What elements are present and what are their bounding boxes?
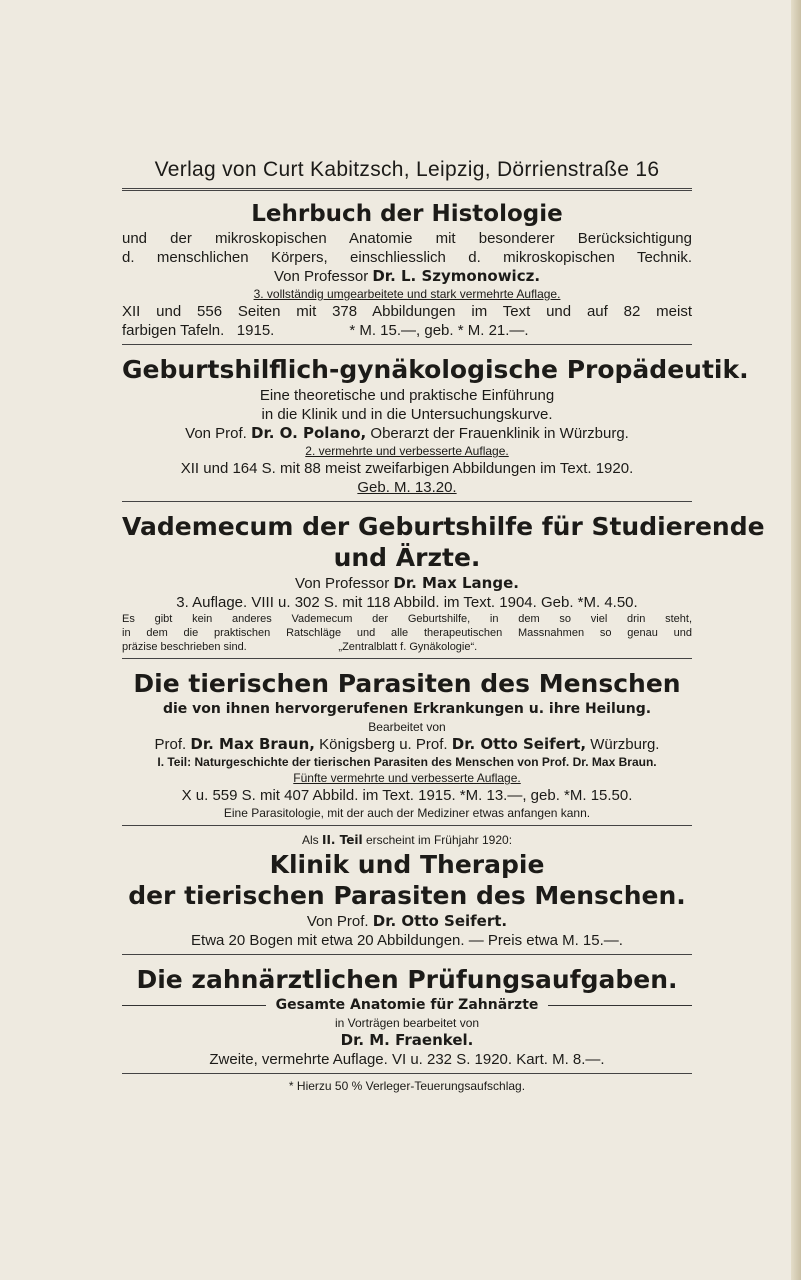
book-note: Eine Parasitologie, mit der auch der Mediziner etwas anfangen kann. (223, 806, 591, 820)
book-review: Es gibt kein anderes Vademecum der Geburtshilfe, in dem so viel drin steht, (122, 613, 692, 625)
divider (122, 501, 692, 502)
book-title: und Ärzte. (333, 543, 481, 572)
book-details: XII und 164 S. mit 88 meist zweifarbigen Abbildungen im Text. 1920. (180, 460, 634, 477)
book-title: Geburtshilflich-gynäkologische Propädeutik. (122, 355, 749, 384)
book-subtitle-row (122, 996, 692, 1015)
book-description: Eine theoretische und praktische Einführung (259, 387, 555, 404)
book-title: Lehrbuch der Histologie (251, 201, 563, 227)
publisher-header: Verlag von Curt Kabitzsch, Leipzig, Dörrienstraße 16 (154, 158, 660, 181)
book-edition: 3. vollständig umgearbeitete und stark vermehrte Auflage. (253, 287, 561, 301)
book-details: X u. 559 S. mit 407 Abbild. im Text. 1915. *M. 13.—, geb. *M. 15.50. (181, 787, 633, 804)
book-details: XII und 556 Seiten mit 378 Abbildungen im Text und auf 82 meist (122, 303, 692, 320)
divider (548, 1005, 692, 1006)
book-title: der tierischen Parasiten des Menschen. (128, 881, 686, 910)
book-price: farbigen Tafeln. 1915. * M. 15.—, geb. * M. 21.—. (122, 322, 529, 339)
book-author: Dr. M. Fraenkel. (340, 1031, 474, 1049)
book-description: und der mikroskopischen Anatomie mit besonderer Berücksichtigung (122, 230, 692, 247)
book-editor-note: in Vorträgen bearbeitet von (334, 1016, 480, 1030)
divider (122, 1005, 266, 1006)
book-description: d. menschlichen Körpers, einschliesslich d. mikroskopischen Technik. (122, 249, 692, 266)
divider (122, 825, 692, 826)
divider (122, 1073, 692, 1074)
book-part: I. Teil: Naturgeschichte der tierischen Parasiten des Menschen von Prof. Dr. Max Braun. (157, 755, 657, 769)
divider (122, 344, 692, 345)
book-author: Von Professor Dr. L. Szymonowicz. (273, 267, 541, 285)
advertisement-page (122, 158, 765, 1094)
divider (122, 954, 692, 955)
footer-note: * Hierzu 50 % Verleger-Teuerungsaufschlag. (288, 1079, 526, 1093)
book-edition: Fünfte vermehrte und verbesserte Auflage. (293, 771, 521, 785)
book-details: Zweite, vermehrte Auflage. VI u. 232 S. 1920. Kart. M. 8.—. (209, 1051, 605, 1068)
book-editor-note: Bearbeitet von (368, 720, 446, 734)
book-klinik (122, 832, 692, 950)
book-edition: 2. vermehrte und verbesserte Auflage. (305, 444, 509, 458)
book-details: 3. Auflage. VIII u. 302 S. mit 118 Abbild. im Text. 1904. Geb. *M. 4.50. (176, 594, 638, 611)
book-review: präzise beschrieben sind. „Zentralblatt f. Gynäkologie“. (122, 641, 478, 653)
book-author: Von Prof. Dr. O. Polano, Oberarzt der Frauenklinik in Würzburg. (185, 424, 629, 442)
book-subtitle: die von ihnen hervorgerufenen Erkrankungen u. ihre Heilung. (162, 701, 652, 717)
book-subtitle: Gesamte Anatomie für Zahnärzte (275, 997, 539, 1013)
book-review: in dem die praktischen Ratschläge und alle therapeutischen Massnahmen so genau und (122, 627, 692, 639)
book-histologie (122, 201, 692, 340)
book-author: Von Prof. Dr. Otto Seifert. (306, 912, 508, 930)
book-title: Die tierischen Parasiten des Menschen (133, 669, 681, 698)
book-parasiten (122, 669, 692, 821)
book-vademecum (122, 512, 765, 654)
book-title: Die zahnärztlichen Prüfungsaufgaben. (136, 965, 678, 994)
divider (122, 188, 692, 191)
book-author: Von Professor Dr. Max Lange. (295, 574, 519, 592)
book-zahnaerztlich (122, 965, 692, 1069)
book-authors: Prof. Dr. Max Braun, Königsberg u. Prof. Dr. Otto Seifert, Würzburg. (154, 735, 660, 753)
book-title: Vademecum der Geburtshilfe für Studierende (122, 512, 765, 541)
book-details: Etwa 20 Bogen mit etwa 20 Abbildungen. — Preis etwa M. 15.—. (191, 932, 623, 949)
book-intro: Als II. Teil erscheint im Frühjahr 1920: (301, 833, 513, 847)
book-propaedeutik (122, 355, 749, 497)
divider (122, 658, 692, 659)
book-description: in die Klinik und in die Untersuchungskurve. (261, 406, 553, 423)
page-edge (791, 0, 801, 1280)
book-price: Geb. M. 13.20. (357, 479, 457, 496)
book-title: Klinik und Therapie (269, 850, 545, 879)
